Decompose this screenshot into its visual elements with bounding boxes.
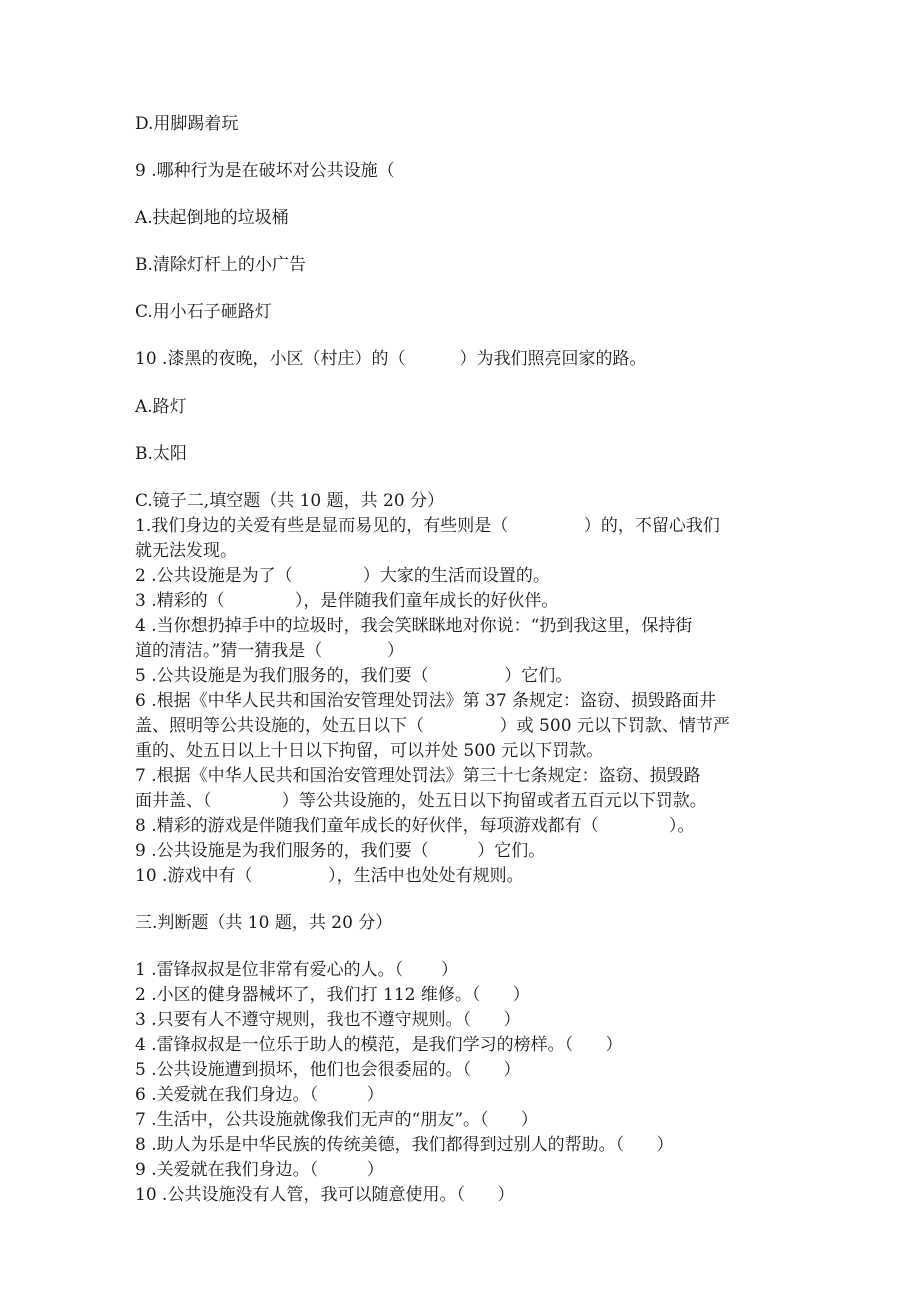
fill-blank-line: 2 .公共设施是为了（ ）大家的生活而设置的。 [135,566,550,586]
q10-option-b: B.太阳 [135,444,187,464]
fill-blank-line: 10 .游戏中有（ ），生活中也处处有规则。 [135,866,524,886]
tf-item: 10 .公共设施没有人管，我可以随意使用。（ ） [135,1185,515,1205]
fill-blank-line: 7 .根据《中华人民共和国治安管理处罚法》第三十七条规定：盗窃、损毁路 [135,766,701,786]
q9-option-a: A.扶起倒地的垃圾桶 [135,208,289,228]
tf-item: 6 .关爱就在我们身边。（ ） [135,1085,384,1105]
fill-blank-line: 就无法发现。 [135,541,237,561]
fill-blank-line: 1.我们身边的关爱有些是显而易见的，有些则是（ ）的，不留心我们 [135,516,720,536]
section-3-heading: 三.判断题（共 10 题，共 20 分） [135,913,393,933]
tf-item: 2 .小区的健身器械坏了，我们打 112 维修。（ ） [135,985,530,1005]
q9-option-b: B.清除灯杆上的小广告 [135,255,306,275]
fill-blank-line: 6 .根据《中华人民共和国治安管理处罚法》第 37 条规定：盗窃、损毁路面井 [135,691,717,711]
fill-blank-line: 5 .公共设施是为我们服务的，我们要（ ）它们。 [135,666,573,686]
tf-item: 9 .关爱就在我们身边。（ ） [135,1160,384,1180]
fill-blank-line: 4 .当你想扔掉手中的垃圾时，我会笑眯眯地对你说：“扔到我这里，保持街 [135,616,693,636]
fill-blank-line: 9 .公共设施是为我们服务的，我们要（ ）它们。 [135,841,546,861]
q10-option-a: A.路灯 [135,397,187,417]
tf-item: 7 .生活中，公共设施就像我们无声的“朋友”。（ ） [135,1110,538,1130]
fill-blank-line: 8 .精彩的游戏是伴随我们童年成长的好伙伴，每项游戏都有（ ）。 [135,816,695,836]
tf-item: 5 .公共设施遭到损坏，他们也会很委屈的。（ ） [135,1060,521,1080]
fill-blank-line: 重的、处五日以上十日以下拘留，可以并处 500 元以下罚款。 [135,741,604,761]
fill-blank-line: 3 .精彩的（ ），是伴随我们童年成长的好伙伴。 [135,591,559,611]
q8-option-d: D.用脚踢着玩 [135,114,239,134]
fill-blank-line: 道的清洁。”猜一猜我是（ ） [135,641,405,661]
fill-blank-line: 面井盖、（ ）等公共设施的，处五日以下拘留或者五百元以下罚款。 [135,791,707,811]
q9-stem: 9 .哪种行为是在破坏对公共设施（ [135,161,395,181]
section-2-heading: C.镜子二,填空题（共 10 题，共 20 分） [135,491,445,511]
q10-stem: 10 .漆黑的夜晚，小区（村庄）的（ ）为我们照亮回家的路。 [135,349,647,369]
fill-blank-line: 盖、照明等公共设施的，处五日以下（ ）或 500 元以下罚款、情节严 [135,716,730,736]
tf-item: 3 .只要有人不遵守规则，我也不遵守规则。（ ） [135,1010,521,1030]
tf-item: 8 .助人为乐是中华民族的传统美德，我们都得到过别人的帮助。（ ） [135,1135,674,1155]
q9-option-c: C.用小石子砸路灯 [135,302,272,322]
tf-item: 4 .雷锋叔叔是一位乐于助人的模范，是我们学习的榜样。（ ） [135,1035,623,1055]
tf-item: 1 .雷锋叔叔是位非常有爱心的人。（ ） [135,960,458,980]
